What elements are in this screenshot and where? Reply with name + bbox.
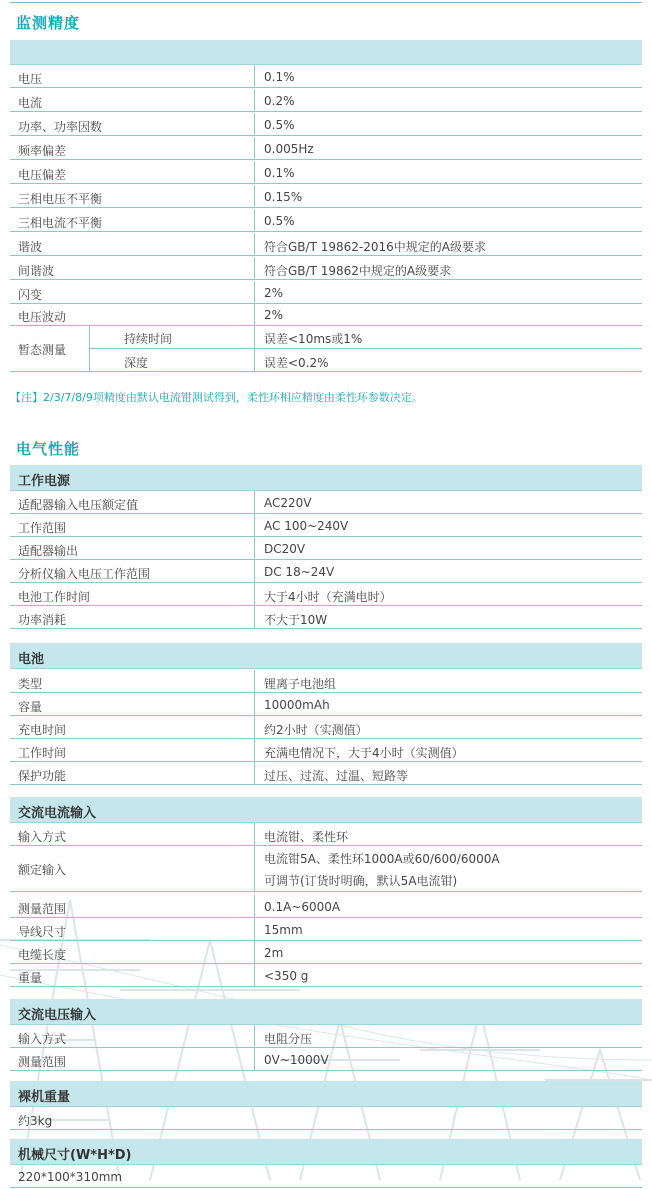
table-row: 电流 0.2%	[10, 89, 642, 112]
table-row: 类型 锂离子电池组	[10, 670, 642, 693]
ac-voltage-group-header: 交流电压输入	[10, 999, 642, 1025]
transient-measurement-block	[10, 325, 642, 372]
size-group-header: 机械尺寸(W*H*D)	[10, 1139, 642, 1165]
table-row: 三相电压不平衡 0.15%	[10, 185, 642, 208]
table-row: 输入方式 电阻分压	[10, 1025, 642, 1048]
table-row: 工作时间 充满电情况下，大于4小时（实测值）	[10, 739, 642, 762]
accuracy-section-title: 监测精度	[16, 14, 81, 32]
top-divider	[10, 2, 642, 3]
table-row: 电压波动 2%	[10, 303, 642, 326]
table-row: 谐波 符合GB/T 19862-2016中规定的A级要求	[10, 233, 642, 256]
table-row: 适配器输入电压额定值 AC220V	[10, 491, 642, 514]
transient-label-cell: 暂态测量	[10, 325, 90, 372]
table-row: 分析仪输入电压工作范围 DC 18~24V	[10, 560, 642, 583]
table-row: 测量范围 0V~1000V	[10, 1048, 642, 1071]
table-row: 深度 误差<0.2%	[90, 349, 642, 373]
table-row: 充电时间 约2小时（实测值）	[10, 716, 642, 739]
table-row: 适配器输出 DC20V	[10, 537, 642, 560]
accuracy-note: 【注】2/3/7/8/9项精度由默认电流钳测试得到，柔性环相应精度由柔性环参数决定。	[10, 391, 423, 404]
table-row: 工作范围 AC 100~240V	[10, 514, 642, 537]
table-row: 导线尺寸 15mm	[10, 918, 642, 941]
table-row: 间谐波 符合GB/T 19862中规定的A级要求	[10, 257, 642, 280]
table-row: 电压 0.1%	[10, 65, 642, 88]
table-row: 容量 10000mAh	[10, 693, 642, 716]
table-row: 电压偏差 0.1%	[10, 161, 642, 184]
power-group-header: 工作电源	[10, 465, 642, 491]
table-row: 额定输入 电流钳5A、柔性环1000A或60/600/6000A 可调节(订货时明确，默认5A电流钳)	[10, 846, 642, 892]
electrical-section-title: 电气性能	[16, 440, 81, 458]
table-row: 持续时间 误差<10ms或1%	[90, 325, 642, 349]
table-row: 保护功能 过压、过流、过温、短路等	[10, 762, 642, 785]
table-row: 闪变 2%	[10, 281, 642, 304]
table-row: 电缆长度 2m	[10, 941, 642, 964]
size-value-row: 220*100*310mm	[10, 1165, 642, 1188]
table-row: 功率、功率因数 0.5%	[10, 113, 642, 136]
ac-current-group-header: 交流电流输入	[10, 797, 642, 823]
table-row: 频率偏差 0.005Hz	[10, 137, 642, 160]
table-row: 三相电流不平衡 0.5%	[10, 209, 642, 232]
table-row: 功率消耗 不大于10W	[10, 606, 642, 629]
battery-group-header: 电池	[10, 643, 642, 669]
table-row: 重量 <350 g	[10, 964, 642, 987]
table-row: 测量范围 0.1A~6000A	[10, 895, 642, 918]
weight-value-row: 约3kg	[10, 1107, 642, 1130]
weight-group-header: 裸机重量	[10, 1081, 642, 1107]
table-row: 输入方式 电流钳、柔性环	[10, 823, 642, 846]
table-row: 电池工作时间 大于4小时（充满电时）	[10, 583, 642, 606]
accuracy-header-bar	[10, 40, 642, 65]
